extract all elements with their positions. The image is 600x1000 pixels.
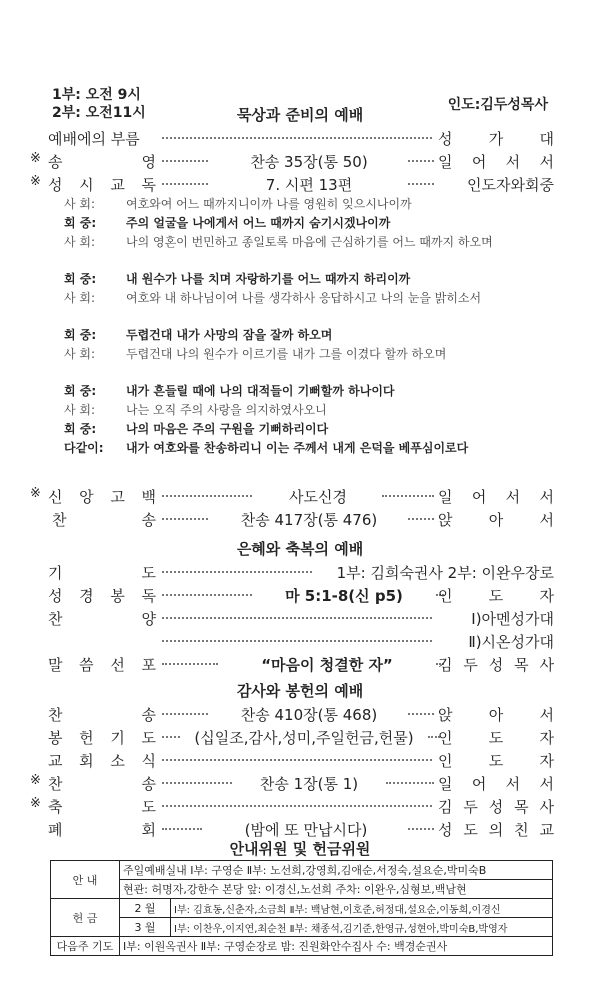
order-performer: 앉 아 서: [438, 706, 554, 724]
table-row: [51, 880, 553, 899]
order-performer: 인 도 자: [438, 729, 554, 747]
order-label: 축 도: [48, 798, 156, 816]
order-row-responsive-reading: ※ 성 시 교 독 7. 시편 13편 인도자와회중: [30, 174, 554, 194]
reading-line: 다같이: 내가 여호와를 찬송하리니 이는 주께서 내게 은덕을 베푸심이로다: [64, 441, 469, 455]
service-time-2: 2부: 오전11시: [52, 105, 146, 121]
reading-line: 회 중: 두렵건대 내가 사망의 잠을 잘까 하오며: [64, 328, 333, 342]
service-time-1: 1부: 오전 9시: [52, 87, 141, 103]
reading-line: 사 회: 여호와여 어느 때까지니이까 나를 영원히 잊으시나이까: [64, 197, 412, 211]
order-label: 성 경 봉 독: [48, 587, 156, 605]
offering-label: 헌 금: [51, 899, 120, 937]
order-performer: 1부: 김희숙권사 2부: 이완우장로: [336, 564, 554, 582]
dot-leader: [386, 782, 434, 784]
dot-leader: [162, 640, 432, 642]
order-label: 기 도: [48, 564, 156, 582]
order-label: 찬 송: [52, 511, 156, 529]
order-row-scripture: [48, 585, 554, 605]
order-performer: 김 두 성 목 사: [438, 656, 554, 674]
order-label: 송 영: [48, 153, 156, 171]
dot-leader: [408, 713, 434, 715]
order-label: 신 앙 고 백: [48, 488, 156, 506]
order-performer: 일 어 서 서: [438, 775, 554, 793]
dot-leader: [162, 663, 218, 665]
ushers-table: [50, 860, 553, 956]
order-label: 찬 양: [48, 610, 156, 628]
reading-line: 사 회: 나의 영혼이 번민하고 종일토록 마음에 근심하기를 어느 때까지 하오며: [64, 235, 493, 249]
dot-leader: [408, 518, 434, 520]
reading-line: 회 중: 주의 얼굴을 나에게서 어느 때까지 숨기시겠나이까: [64, 216, 391, 230]
order-detail: 7. 시편 13편: [265, 176, 353, 194]
order-performer: 인도자와회중: [467, 176, 554, 194]
dot-leader: [162, 160, 208, 162]
reading-line: 사 회: 나는 오직 주의 사랑을 의지하였사오니: [64, 403, 327, 417]
offering-month-mar: 3 월: [120, 918, 171, 937]
order-row-offering-prayer: [48, 727, 554, 747]
order-label: 성 시 교 독: [48, 176, 156, 194]
table-row: [51, 899, 553, 918]
order-detail: 찬송 1장(통 1): [259, 775, 359, 793]
table-row: [51, 918, 553, 937]
officiant: 인도:김두성목사: [447, 97, 548, 113]
order-detail: 마 5:1-8(신 p5): [285, 587, 403, 605]
dot-leader: [162, 828, 202, 830]
order-detail: (밤에 또 만납시다): [244, 821, 368, 839]
dot-leader: [408, 160, 434, 162]
order-label: 찬 송: [48, 775, 156, 793]
reading-line: 사 회: 여호와 내 하나님이여 나를 생각하사 응답하시고 나의 눈을 밝히소서: [64, 291, 482, 305]
order-performer: Ⅱ)시온성가대: [468, 633, 554, 651]
offering-feb: Ⅰ부: 김효동,신춘자,소금희 Ⅱ부: 백남현,이호준,허정대,설요순,이동희,이경신: [171, 899, 553, 918]
order-row-hymn-3: ※ 찬 송 찬송 1장(통 1) 일 어 서 서: [30, 773, 554, 793]
next-prayer-label: 다음주 기도: [51, 937, 120, 956]
ushers-title: 안내위원 및 헌금위원: [229, 840, 371, 858]
order-row-prayer: [48, 562, 554, 582]
order-performer: 인 도 자: [438, 752, 554, 770]
dot-leader: [408, 183, 434, 185]
section-title-grace: 은혜와 축복의 예배: [236, 540, 364, 558]
order-label: 폐 회: [48, 821, 156, 839]
order-performer: 일 어 서 서: [438, 488, 554, 506]
dot-leader: [162, 759, 432, 761]
order-performer: 성 도 의 친 교: [438, 821, 554, 839]
next-prayer: Ⅰ부: 이원옥권사 Ⅱ부: 구영순장로 밤: 진원화안수집사 수: 백경순권사: [120, 937, 553, 956]
order-label: 찬 송: [48, 706, 156, 724]
guide-label: 안 내: [51, 861, 120, 899]
reading-line: 사 회: 두렵건대 나의 원수가 이르기를 내가 그를 이겼다 할까 하오며: [64, 347, 447, 361]
dot-leader: [408, 828, 434, 830]
order-label: 교 회 소 식: [48, 752, 156, 770]
dot-leader: [162, 183, 208, 185]
dot-leader: [162, 736, 180, 738]
table-row: [51, 937, 553, 956]
order-performer: 인 도 자: [438, 587, 554, 605]
order-row-hymn: [48, 509, 554, 529]
order-label: 예배에의 부름: [48, 130, 140, 148]
sermon-title: “마음이 청결한 자”: [261, 656, 393, 674]
order-label: 봉 헌 기 도: [48, 729, 156, 747]
order-row-call-to-worship: [48, 128, 554, 148]
offering-month-feb: 2 월: [120, 899, 171, 918]
order-performer: 성 가 대: [438, 130, 554, 148]
dot-leader: [162, 805, 432, 807]
order-performer: 김 두 성 목 사: [438, 798, 554, 816]
order-row-doxology: ※ 송 영 찬송 35장(통 50) 일 어 서 서: [30, 151, 554, 171]
reading-line: 회 중: 나의 마음은 주의 구원을 기뻐하리이다: [64, 422, 329, 436]
order-performer: 일 어 서 서: [438, 153, 554, 171]
dot-leader: [162, 713, 208, 715]
order-row-closing: [48, 819, 554, 839]
dot-leader: [162, 137, 432, 139]
offering-mar: Ⅰ부: 이찬우,이지연,최순천 Ⅱ부: 채종석,김기준,한영규,성현아,박미숙B,박영자: [171, 918, 553, 937]
dot-leader: [382, 495, 434, 497]
section-title-thanks: 감사와 봉헌의 예배: [236, 682, 364, 700]
order-detail: 찬송 35장(통 50): [250, 153, 368, 171]
order-row-anthem: [48, 608, 554, 628]
reading-line: 회 중: 내 원수가 나를 치며 자랑하기를 어느 때까지 하리이까: [64, 272, 411, 286]
section-title-preparation: 묵상과 준비의 예배: [236, 106, 364, 124]
dot-leader: [162, 782, 232, 784]
order-row-announcements: [48, 750, 554, 770]
order-detail: 사도신경: [289, 488, 347, 506]
order-performer: 앉 아 서: [438, 511, 554, 529]
order-row-sermon: [48, 654, 554, 674]
order-row-creed: ※ 신 앙 고 백 사도신경 일 어 서 서: [30, 486, 554, 506]
order-row-anthem-2: [48, 631, 554, 651]
order-label: 말 씀 선 포: [48, 656, 156, 674]
guide-row-2: 현관: 허명자,강한수 본당 앞: 이경신,노선희 주차: 이완우,심형보,백남현: [120, 880, 553, 899]
order-row-hymn-2: [48, 704, 554, 724]
dot-leader: [162, 518, 208, 520]
dot-leader: [162, 617, 432, 619]
reading-line: 회 중: 내가 흔들릴 때에 나의 대적들이 기뻐할까 하나이다: [64, 384, 395, 398]
table-row: [51, 861, 553, 880]
guide-row-1: 주일예배실내 Ⅰ부: 구영순 Ⅱ부: 노선희,강영희,김애순,서정숙,설요순,박미숙B: [120, 861, 553, 880]
order-detail: 찬송 417장(통 476): [240, 511, 378, 529]
order-row-benediction: ※ 축 도 김 두 성 목 사: [30, 796, 554, 816]
dot-leader: [162, 594, 252, 596]
order-performer: Ⅰ)아멘성가대: [471, 610, 554, 628]
order-detail: (십일조,감사,성미,주일헌금,헌물): [194, 729, 414, 747]
dot-leader: [162, 495, 252, 497]
dot-leader: [162, 571, 312, 573]
order-detail: 찬송 410장(통 468): [240, 706, 378, 724]
